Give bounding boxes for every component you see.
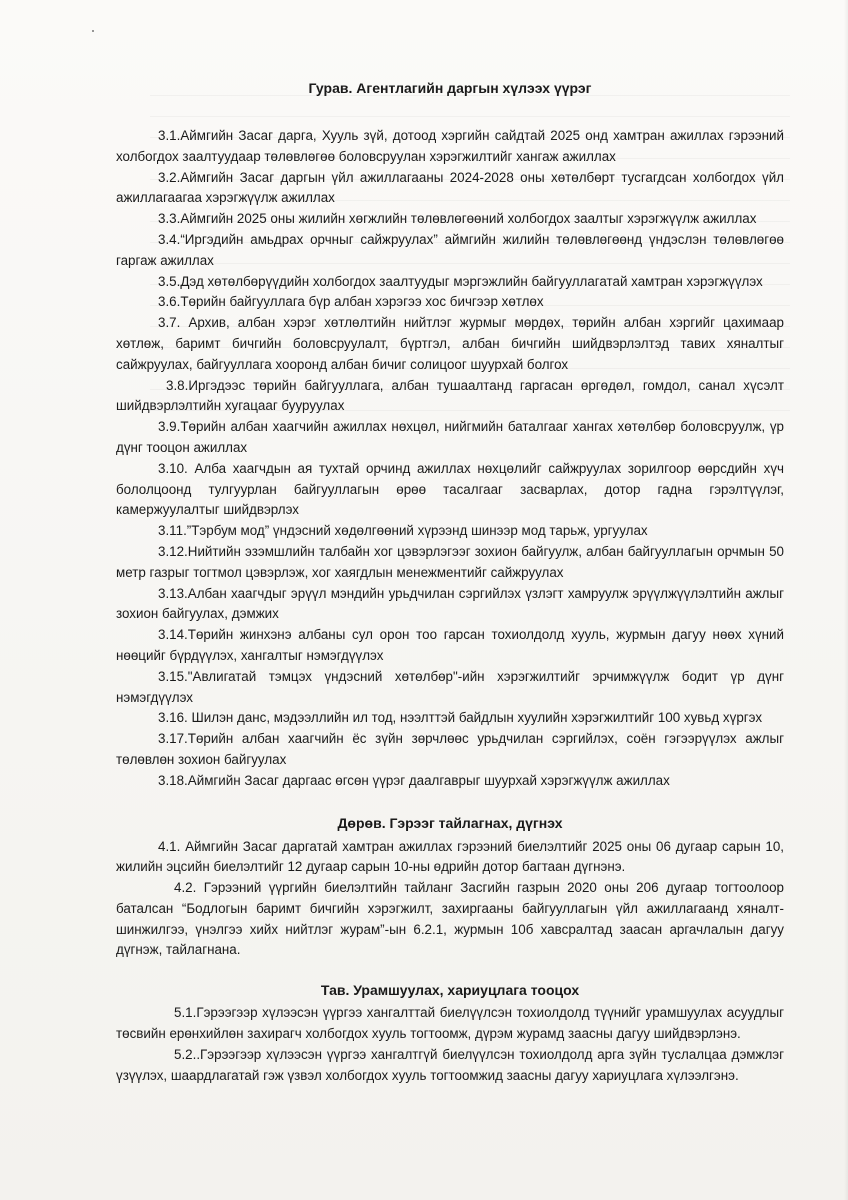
- item-3-7: 3.7. Архив, албан хэрэг хөтлөлтийн нийтлэг журмыг мөрдөх, төрийн албан хэргийг цахимаар хөтлөж, баримт бичгийн боловсруулалт, бүртгэл, албан бичгийн шийдвэрлэлтэд тавих хяналтыг сайжруулах, байгууллага хооронд албан бичиг солицоог шуурхай болгох: [116, 315, 784, 372]
- section-4-items: [116, 837, 784, 962]
- item-4-1: 4.1. Аймгийн Засаг даргатай хамтран ажиллах гэрээний биелэлтийг 2025 оны 06 дугаар сарын 10, жилийн эцсийн биелэлтийг 12 дугаар сарын 10-ны өдрийн дотор багтаан дүгнэнэ.: [116, 838, 784, 875]
- item-3-13: 3.13.Албан хаагчдыг эрүүл мэндийн урьдчилан сэргийлэх үзлэгт хамруулж эрүүлжүүлэлтийн ажлыг зохион байгуулах, дэмжих: [116, 585, 784, 622]
- item-3-3: 3.3.Аймгийн 2025 оны жилийн хөгжлийн төлөвлөгөөний холбогдох заалтыг хэрэгжүүлж ажиллах: [158, 211, 757, 227]
- section-5-items: [116, 1003, 784, 1086]
- item-5-1: 5.1.Гэрээгээр хүлээсэн үүргээ хангалттай биелүүлсэн тохиолдолд түүнийг урамшуулах асуудлыг төсвийн ерөнхийлөн захирагч холбогдох хууль тогтоомж, дүрэм журамд заасны дагуу шийдвэрлэнэ.: [116, 1005, 784, 1042]
- section-5-title: Тав. Урамшуулах, хариуцлага тооцох: [320, 982, 580, 999]
- page-edge-shadow: [844, 0, 848, 1200]
- item-3-8: 3.8.Иргэдээс төрийн байгууллага, албан тушаалтанд гаргасан өргөдөл, гомдол, санал хүсэлт шийдвэрлэлтийн хугацааг бууруулах: [116, 377, 784, 414]
- item-3-1: 3.1.Аймгийн Засаг дарга, Хууль зүй, дотоод хэргийн сайдтай 2025 онд хамтран ажиллах гэрээний холбогдох заалтуудаар төлөвлөгөө боловсруулан хэрэгжилтийг хангаж ажиллах: [116, 128, 784, 164]
- item-4-2: 4.2. Гэрээний үүргийн биелэлтийн тайланг Засгийн газрын 2020 оны 206 дугаар тогтоолоор баталсан “Бодлогын баримт бичгийн хэрэгжилт, захиргааны байгууллагын үйл ажиллагаанд хяналт-шинжилгээ, үнэлгээ хийх нийтлэг журам”-ын 6.2.1, журмын 10б хавсралтад заасан аргачлалын дагуу дүгнэж, тайлагнана.: [116, 880, 784, 958]
- item-5-2: 5.2..Гэрээгээр хүлээсэн үүргээ хангалтгүй биелүүлсэн тохиолдолд арга зүйн туслалцаа дэмжлэг үзүүлэх, шаардлагатай гэж үзвэл холбогдох хууль тогтоомжид заасны дагуу хариуцлага хүлээлгэнэ.: [116, 1046, 784, 1083]
- item-3-14: 3.14.Төрийн жинхэнэ албаны сул орон тоо гарсан тохиолдолд хууль, журмын дагуу нөөх хүний нөөцийг бүрдүүлэх, хангалтыг нэмэгдүүлэх: [116, 627, 784, 663]
- item-3-9: 3.9.Төрийн албан хаагчийн ажиллах нөхцөл, нийгмийн баталгааг хангах хөтөлбөр боловсруулж, үр дүнг тооцон ажиллах: [116, 419, 784, 455]
- item-3-12: 3.12.Нийтийн эзэмшлийн талбайн хог цэвэрлэгээг зохион байгуулж, албан байгууллагын орчмын 50 метр газрыг тогтмол цэвэрлэж, хог хаягдлын менежментийг сайжруулах: [116, 543, 784, 580]
- item-3-5: 3.5.Дэд хөтөлбөрүүдийн холбогдох заалтуудыг мэргэжлийн байгууллагатай хамтран хэрэгжүүлэх: [158, 273, 763, 289]
- item-3-11: 3.11.”Тэрбум мод” үндэсний хөдөлгөөний хүрээнд шинээр мод тарьж, ургуулах: [158, 523, 648, 539]
- item-3-16: 3.16. Шилэн данс, мэдээллийн ил тод, нээлттэй байдлын хуулийн хэрэгжилтийг 100 хувьд хүргэх: [158, 710, 763, 726]
- item-3-4: 3.4.“Иргэдийн амьдрах орчныг сайжруулах” аймгийн жилийн төлөвлөгөөнд үндэслэн төлөвлөгөө гаргаж ажиллах: [116, 231, 784, 268]
- scan-speck: [92, 30, 94, 32]
- section-4-title: Дөрөв. Гэрээг тайлагнах, дүгнэх: [337, 814, 563, 831]
- item-3-6: 3.6.Төрийн байгууллага бүр албан хэрэгээ хос бичгээр хөтлөх: [158, 294, 544, 310]
- item-3-15: 3.15."Авлигатай тэмцэх үндэсний хөтөлбөр"-ийн хэрэгжилтийг эрчимжүүлж бодит үр дүнг нэмэгдүүлэх: [116, 668, 784, 705]
- section-3-items: [116, 126, 784, 792]
- document-body: [116, 78, 784, 1086]
- item-3-10: 3.10. Алба хаагчдын ая тухтай орчинд ажиллах нөхцөлийг сайжруулах зорилгоор өөрсдийн хүч бололцоонд тулгуурлан байгууллагын өрөө тасалгааг засварлах, дотор гадна гэрэлтүүлэг, камержуулалтыг шийдвэрлэх: [116, 460, 784, 518]
- section-3-title: Гурав. Агентлагийн даргын хүлээх үүрэг: [308, 80, 592, 96]
- item-3-18: 3.18.Аймгийн Засаг даргаас өгсөн үүрэг даалгаврыг шуурхай хэрэгжүүлж ажиллах: [158, 772, 670, 788]
- item-3-2: 3.2.Аймгийн Засаг даргын үйл ажиллагааны 2024-2028 оны хөтөлбөрт тусгагдсан холбогдох үйл ажиллагаагаа хэрэгжүүлж ажиллах: [116, 169, 784, 206]
- item-3-17: 3.17.Төрийн албан хаагчийн ёс зүйн зөрчлөөс урьдчилан сэргийлэх, соён гэгээрүүлэх ажлыг төлөвлөн зохион байгуулах: [116, 731, 784, 767]
